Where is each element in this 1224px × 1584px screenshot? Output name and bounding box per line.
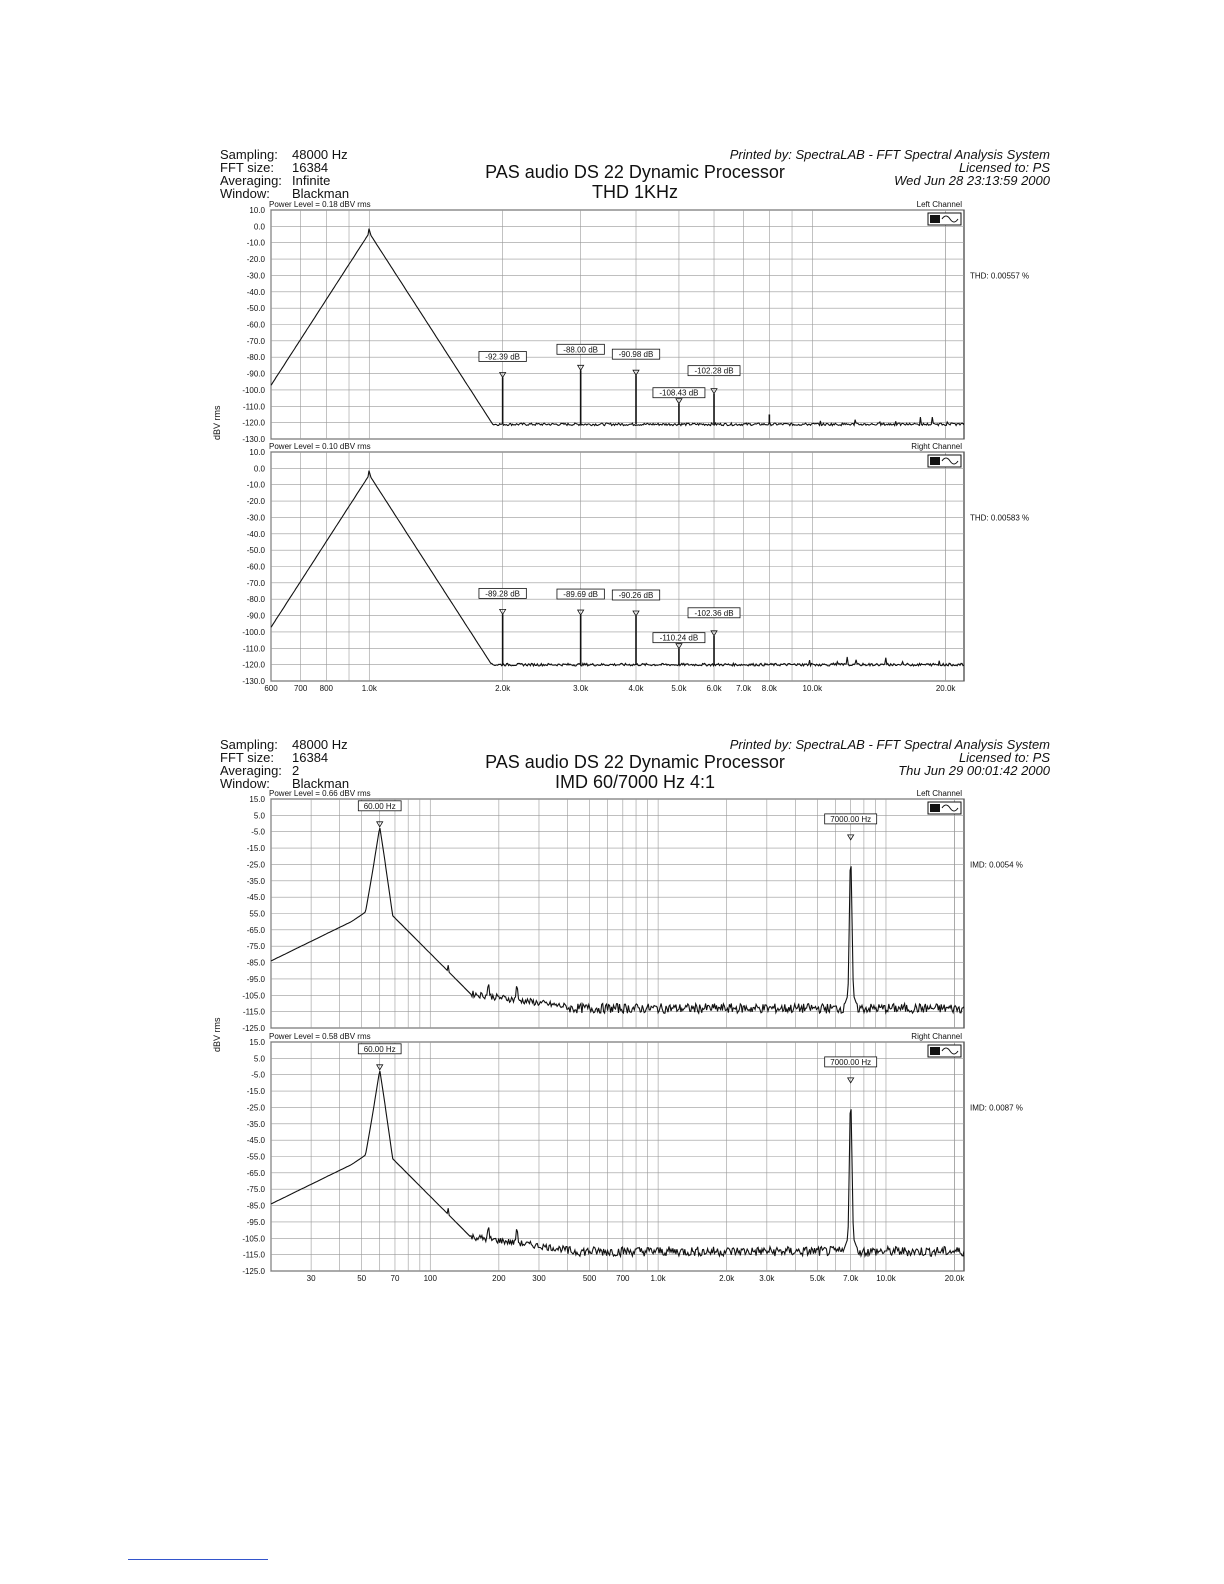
fft-size-value: 16384 bbox=[292, 160, 329, 175]
y-tick-label: -60.0 bbox=[246, 320, 265, 330]
chart-panel-2 bbox=[242, 789, 1023, 1033]
distortion-metric: IMD: 0.0054 % bbox=[970, 860, 1023, 870]
y-tick-label: -115.0 bbox=[242, 1007, 265, 1017]
legend-swatch bbox=[930, 215, 940, 223]
chart-panel-3 bbox=[242, 1032, 1023, 1283]
y-tick-label: -65.0 bbox=[246, 925, 265, 935]
peak-label: 7000.00 Hz bbox=[830, 1057, 872, 1067]
peak-label: -90.98 dB bbox=[618, 350, 654, 360]
x-tick-label: 50 bbox=[357, 1274, 367, 1283]
y-tick-label: -90.0 bbox=[246, 369, 265, 379]
thd-subtitle: THD 1KHz bbox=[591, 182, 678, 202]
y-tick-label: -110.0 bbox=[242, 644, 265, 654]
y-tick-label: 0.0 bbox=[253, 464, 265, 474]
y-tick-label: -100.0 bbox=[242, 627, 265, 637]
x-tick-label: 5.0k bbox=[809, 1274, 825, 1283]
imd-subtitle: IMD 60/7000 Hz 4:1 bbox=[554, 772, 716, 792]
y-tick-label: -100.0 bbox=[242, 385, 265, 395]
y-tick-label: -25.0 bbox=[246, 860, 265, 870]
y-tick-label: -90.0 bbox=[246, 611, 265, 621]
peak-label: -108.43 dB bbox=[659, 388, 699, 398]
y-tick-label: -30.0 bbox=[246, 513, 265, 523]
window-key: Window: bbox=[220, 186, 270, 201]
power-level-label: Power Level = 0.10 dBV rms bbox=[269, 442, 371, 451]
window-value: Blackman bbox=[292, 776, 350, 791]
sampling-value: 48000 Hz bbox=[292, 737, 348, 752]
print-date: Wed Jun 28 23:13:59 2000 bbox=[894, 173, 1050, 188]
x-tick-label: 3.0k bbox=[759, 1274, 775, 1283]
spectrum-trace bbox=[271, 471, 964, 666]
x-tick-label: 600 bbox=[264, 684, 278, 693]
power-level-label: Power Level = 0.66 dBV rms bbox=[269, 789, 371, 798]
y-tick-label: -10.0 bbox=[246, 480, 265, 490]
printed-by: Printed by: SpectraLAB - FFT Spectral Analysis System bbox=[729, 737, 1050, 752]
y-tick-label: -75.0 bbox=[246, 942, 265, 952]
x-tick-label: 4.0k bbox=[628, 684, 644, 693]
x-tick-label: 1.0k bbox=[361, 684, 377, 693]
x-tick-label: 20.0k bbox=[944, 1274, 965, 1283]
y-tick-label: -130.0 bbox=[242, 435, 265, 444]
y-tick-label: 5.0 bbox=[253, 811, 265, 821]
x-tick-label: 100 bbox=[423, 1274, 437, 1283]
imd-title: PAS audio DS 22 Dynamic Processor bbox=[485, 752, 785, 772]
peak-label: 60.00 Hz bbox=[363, 1044, 396, 1054]
y-tick-label: -30.0 bbox=[246, 271, 265, 281]
y-tick-label: -115.0 bbox=[242, 1250, 265, 1260]
y-tick-label: -125.0 bbox=[242, 1267, 265, 1276]
y-tick-label: 15.0 bbox=[249, 795, 265, 804]
x-tick-label: 10.0k bbox=[876, 1274, 896, 1283]
y-tick-label: 10.0 bbox=[249, 206, 265, 215]
peak-label: -92.39 dB bbox=[485, 352, 520, 362]
thd-title: PAS audio DS 22 Dynamic Processor bbox=[485, 162, 785, 182]
y-tick-label: -65.0 bbox=[246, 1168, 265, 1178]
peak-label: -89.28 dB bbox=[485, 589, 520, 599]
spectrum-trace bbox=[271, 229, 964, 426]
y-tick-label: -110.0 bbox=[242, 402, 265, 412]
y-tick-label: -20.0 bbox=[246, 497, 265, 507]
chart-panel-1 bbox=[242, 442, 1029, 693]
peak-label: -102.28 dB bbox=[694, 366, 734, 376]
window-value: Blackman bbox=[292, 186, 350, 201]
footnote-rule bbox=[128, 1559, 268, 1560]
x-tick-label: 6.0k bbox=[706, 684, 722, 693]
sampling-key: Sampling: bbox=[220, 147, 278, 162]
x-tick-label: 700 bbox=[293, 684, 308, 693]
y-tick-label: -95.0 bbox=[246, 1217, 265, 1227]
waveform-legend-icon bbox=[928, 802, 961, 814]
x-tick-label: 1.0k bbox=[650, 1274, 666, 1283]
peak-label: -90.26 dB bbox=[618, 590, 654, 600]
peak-label: 60.00 Hz bbox=[363, 801, 396, 811]
averaging-key: Averaging: bbox=[220, 763, 282, 778]
x-tick-label: 20.0k bbox=[935, 684, 956, 693]
fft-size-key: FFT size: bbox=[220, 750, 274, 765]
legend-swatch bbox=[930, 1047, 940, 1055]
window-key: Window: bbox=[220, 776, 270, 791]
y-tick-label: -75.0 bbox=[246, 1185, 265, 1195]
distortion-metric: THD: 0.00557 % bbox=[970, 271, 1030, 281]
y-tick-label: -15.0 bbox=[246, 844, 265, 854]
y-tick-label: -25.0 bbox=[246, 1103, 265, 1113]
power-level-label: Power Level = 0.58 dBV rms bbox=[269, 1032, 371, 1041]
averaging-value: Infinite bbox=[292, 173, 331, 188]
licensed-to: Licensed to: PS bbox=[958, 750, 1050, 765]
sampling-key: Sampling: bbox=[220, 737, 278, 752]
y-tick-label: -10.0 bbox=[246, 238, 265, 248]
y-tick-label: -35.0 bbox=[246, 876, 265, 886]
print-date: Thu Jun 29 00:01:42 2000 bbox=[898, 763, 1050, 778]
x-tick-label: 200 bbox=[492, 1274, 506, 1283]
y-tick-label: -45.0 bbox=[246, 1136, 265, 1146]
peak-label: -88.00 dB bbox=[563, 345, 599, 355]
spectrum-trace bbox=[271, 1071, 964, 1256]
y-tick-label: -55.0 bbox=[246, 1152, 265, 1162]
distortion-metric: THD: 0.00583 % bbox=[970, 513, 1030, 523]
sampling-value: 48000 Hz bbox=[292, 147, 348, 162]
peak-marker bbox=[653, 633, 705, 665]
channel-label: Left Channel bbox=[916, 200, 962, 209]
y-tick-label: -40.0 bbox=[246, 529, 265, 539]
channel-label: Left Channel bbox=[916, 789, 962, 798]
y-tick-label: -80.0 bbox=[246, 353, 265, 363]
y-tick-label: 55.0 bbox=[249, 909, 265, 919]
x-tick-label: 2.0k bbox=[719, 1274, 735, 1283]
x-tick-label: 700 bbox=[616, 1274, 630, 1283]
y-tick-label: -70.0 bbox=[246, 336, 265, 346]
y-tick-label: -95.0 bbox=[246, 974, 265, 984]
y-tick-label: -5.0 bbox=[251, 827, 265, 837]
y-tick-label: -120.0 bbox=[242, 418, 265, 428]
y-tick-label: -85.0 bbox=[246, 958, 265, 968]
distortion-metric: IMD: 0.0087 % bbox=[970, 1103, 1023, 1113]
y-tick-label: 5.0 bbox=[253, 1054, 265, 1064]
y-tick-label: -50.0 bbox=[246, 304, 265, 314]
waveform-legend-icon bbox=[928, 213, 961, 225]
waveform-legend-icon bbox=[928, 455, 961, 467]
y-tick-label: -60.0 bbox=[246, 562, 265, 572]
thd-y-axis-label: dBV rms bbox=[212, 405, 222, 440]
chart-panel-0 bbox=[242, 200, 1029, 444]
peak-label: -110.24 dB bbox=[659, 633, 699, 643]
y-tick-label: -5.0 bbox=[251, 1070, 265, 1080]
legend-swatch bbox=[930, 804, 940, 812]
y-tick-label: -15.0 bbox=[246, 1087, 265, 1097]
x-tick-label: 8.0k bbox=[761, 684, 777, 693]
x-tick-label: 300 bbox=[532, 1274, 546, 1283]
y-tick-label: 15.0 bbox=[249, 1038, 265, 1047]
y-tick-label: -50.0 bbox=[246, 546, 265, 556]
peak-label: 7000.00 Hz bbox=[830, 814, 872, 824]
x-tick-label: 7.0k bbox=[736, 684, 752, 693]
fft-size-value: 16384 bbox=[292, 750, 329, 765]
peak-label: -102.36 dB bbox=[694, 608, 734, 618]
x-tick-label: 10.0k bbox=[802, 684, 823, 693]
x-tick-label: 70 bbox=[390, 1274, 400, 1283]
x-tick-label: 3.0k bbox=[573, 684, 589, 693]
averaging-value: 2 bbox=[292, 763, 300, 778]
power-level-label: Power Level = 0.18 dBV rms bbox=[269, 200, 371, 209]
fft-size-key: FFT size: bbox=[220, 160, 274, 175]
averaging-key: Averaging: bbox=[220, 173, 282, 188]
y-tick-label: 0.0 bbox=[253, 222, 265, 232]
y-tick-label: -105.0 bbox=[242, 1234, 265, 1244]
y-tick-label: -125.0 bbox=[242, 1024, 265, 1033]
y-tick-label: -120.0 bbox=[242, 660, 265, 670]
y-tick-label: -40.0 bbox=[246, 287, 265, 297]
x-tick-label: 2.0k bbox=[495, 684, 511, 693]
y-tick-label: -45.0 bbox=[246, 893, 265, 903]
x-tick-label: 7.0k bbox=[843, 1274, 859, 1283]
y-tick-label: -85.0 bbox=[246, 1201, 265, 1211]
y-tick-label: 10.0 bbox=[249, 448, 265, 457]
waveform-legend-icon bbox=[928, 1045, 961, 1057]
imd-y-axis-label: dBV rms bbox=[212, 1017, 222, 1052]
y-tick-label: -35.0 bbox=[246, 1119, 265, 1129]
y-tick-label: -70.0 bbox=[246, 578, 265, 588]
y-tick-label: -105.0 bbox=[242, 991, 265, 1001]
x-tick-label: 800 bbox=[319, 684, 334, 693]
legend-swatch bbox=[930, 457, 940, 465]
peak-label: -89.69 dB bbox=[563, 590, 599, 600]
spectrum-trace bbox=[271, 828, 964, 1013]
x-tick-label: 30 bbox=[306, 1274, 316, 1283]
channel-label: Right Channel bbox=[911, 442, 962, 451]
y-tick-label: -20.0 bbox=[246, 255, 265, 265]
y-tick-label: -80.0 bbox=[246, 595, 265, 605]
licensed-to: Licensed to: PS bbox=[958, 160, 1050, 175]
x-tick-label: 500 bbox=[582, 1274, 597, 1283]
x-tick-label: 5.0k bbox=[671, 684, 687, 693]
channel-label: Right Channel bbox=[911, 1032, 962, 1041]
y-tick-label: -130.0 bbox=[242, 677, 265, 686]
printed-by: Printed by: SpectraLAB - FFT Spectral Analysis System bbox=[729, 147, 1050, 162]
